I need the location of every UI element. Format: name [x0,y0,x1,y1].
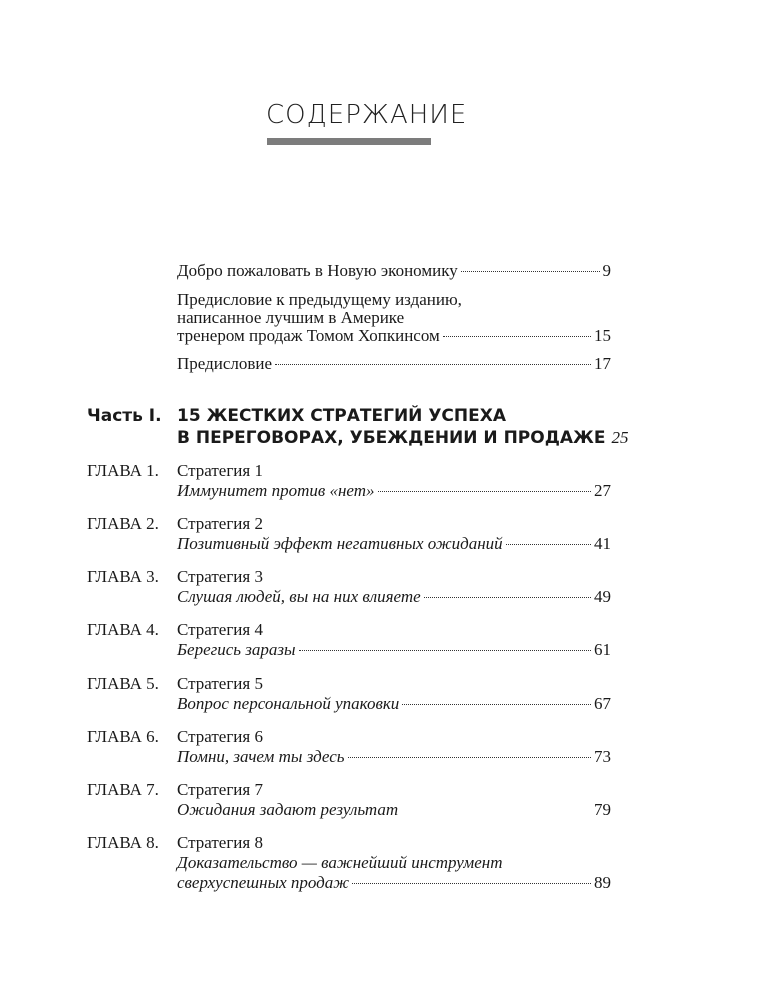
toc-entry-front-1[interactable] [177,261,611,281]
toc-entry-part-1[interactable] [177,427,629,449]
page-number: 73 [594,747,611,766]
page-number: 49 [594,587,611,606]
chapter-strategy: Стратегия 4 [177,620,263,639]
page-number: 9 [602,261,611,280]
chapter-label: ГЛАВА 2. [87,514,159,533]
chapter-strategy: Стратегия 1 [177,461,263,480]
page-number: 67 [594,694,611,713]
chapter-subtitle-line: Доказательство — важнейший инструмент [177,853,503,872]
toc-entry-chapter-8[interactable] [177,873,611,893]
dot-leader [424,596,591,598]
dot-leader [402,703,591,705]
page-number: 25 [611,428,629,447]
chapter-strategy: Стратегия 2 [177,514,263,533]
chapter-label: ГЛАВА 5. [87,674,159,693]
entry-title: Добро пожаловать в Новую экономику [177,261,458,280]
chapter-subtitle: Ожидания задают результат [177,800,399,819]
page-number: 17 [594,354,611,373]
toc-entry-chapter-1[interactable] [177,481,611,501]
dot-leader [506,543,591,545]
chapter-strategy: Стратегия 6 [177,727,263,746]
page-number: 41 [594,534,611,553]
page-number: 89 [594,873,611,892]
chapter-strategy: Стратегия 3 [177,567,263,586]
dot-leader [461,270,600,272]
entry-title: тренером продаж Томом Хопкинсом [177,326,440,345]
chapter-subtitle: Берегись заразы [177,640,296,659]
chapter-strategy: Стратегия 8 [177,833,263,852]
entry-title-line: Предисловие к предыдущему изданию, [177,290,462,309]
chapter-strategy: Стратегия 7 [177,780,263,799]
chapter-subtitle: Иммунитет против «нет» [177,481,375,500]
dot-leader [348,756,591,758]
toc-title: СОДЕРЖАНИЕ [266,100,468,130]
part-title-line: 15 ЖЕСТКИХ СТРАТЕГИЙ УСПЕХА [177,406,507,426]
chapter-label: ГЛАВА 6. [87,727,159,746]
toc-entry-front-2[interactable] [177,326,611,346]
toc-entry-chapter-2[interactable] [177,534,611,554]
title-underline-bar [267,138,431,145]
page-number: 79 [594,800,611,819]
chapter-subtitle: сверхуспешных продаж [177,873,350,892]
chapter-subtitle: Слушая людей, вы на них влияете [177,587,421,606]
toc-entry-front-3[interactable] [177,354,611,374]
page-number: 15 [594,326,611,345]
part-title: В ПЕРЕГОВОРАХ, УБЕЖДЕНИИ И ПРОДАЖЕ [177,428,606,448]
chapter-subtitle: Помни, зачем ты здесь [177,747,345,766]
chapter-label: ГЛАВА 4. [87,620,159,639]
entry-title: Предисловие [177,354,273,373]
dot-leader [299,649,591,651]
toc-entry-chapter-5[interactable] [177,694,611,714]
entry-title-line: написанное лучшим в Америке [177,308,405,327]
toc-entry-chapter-7[interactable] [177,800,611,820]
chapter-subtitle: Вопрос персональной упаковки [177,694,400,713]
chapter-subtitle: Позитивный эффект негативных ожиданий [177,534,503,553]
toc-entry-chapter-3[interactable] [177,587,611,607]
chapter-label: ГЛАВА 7. [87,780,159,799]
chapter-label: ГЛАВА 1. [87,461,159,480]
chapter-strategy: Стратегия 5 [177,674,263,693]
part-label: Часть I. [87,406,162,426]
dot-leader [443,335,591,337]
dot-leader [275,363,591,365]
chapter-label: ГЛАВА 8. [87,833,159,852]
dot-leader [352,882,591,884]
chapter-label: ГЛАВА 3. [87,567,159,586]
toc-entry-chapter-4[interactable] [177,640,611,660]
page-number: 61 [594,640,611,659]
toc-entry-chapter-6[interactable] [177,747,611,767]
page-number: 27 [594,481,611,500]
dot-leader [378,490,591,492]
